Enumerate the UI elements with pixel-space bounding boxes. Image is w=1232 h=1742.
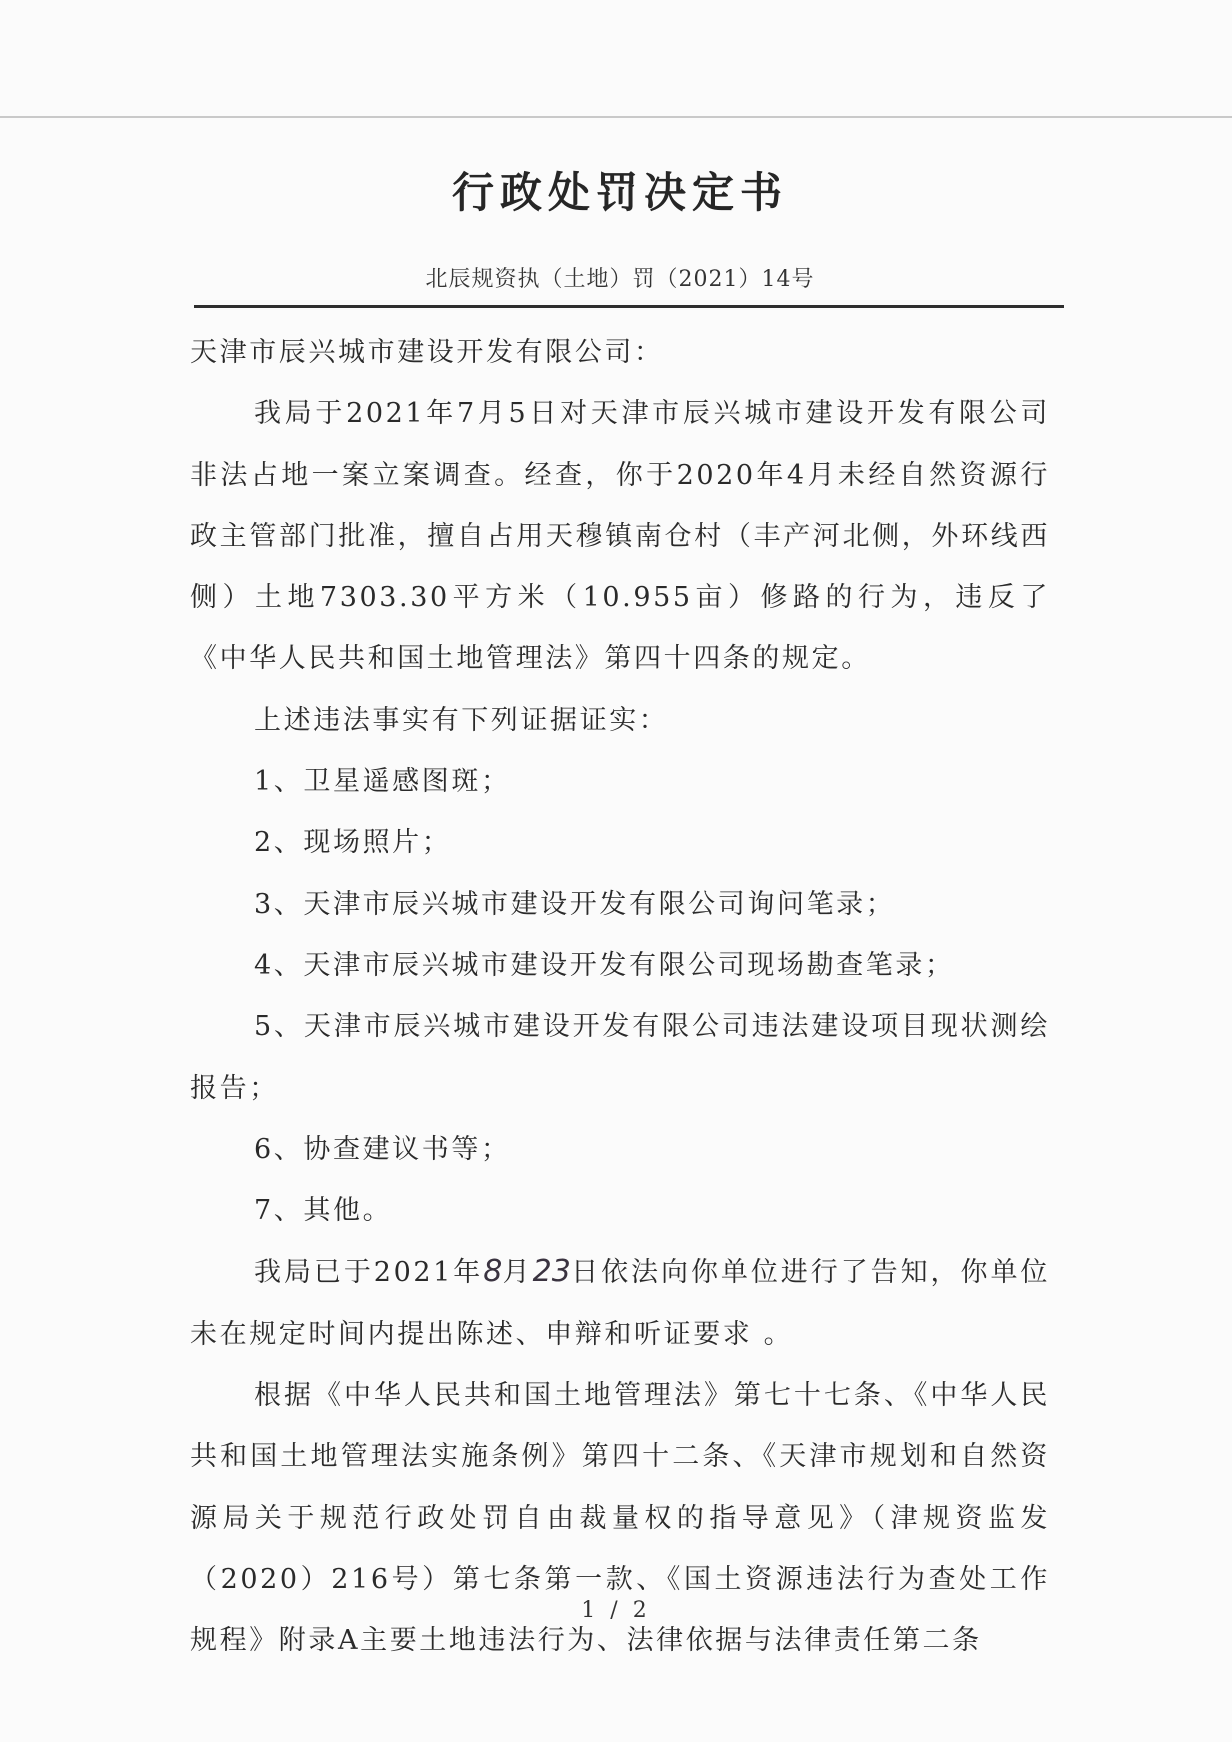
notice-suffix: 日依法向你单位进行了告知，你单位未在规定时间内提出陈述、申辩和听证要求 。 <box>190 1257 1050 1350</box>
document-title: 行政处罚决定书 <box>451 168 788 217</box>
evidence-intro: 上述违法事实有下列证据证实： <box>254 704 669 736</box>
addressee: 天津市辰兴城市建设开发有限公司： <box>190 337 664 368</box>
evidence-item: 2、现场照片； <box>254 827 452 859</box>
handwritten-month: 8 <box>483 1254 503 1290</box>
header-rule <box>194 305 1064 308</box>
scan-edge-line <box>0 116 1232 118</box>
document-body <box>190 322 1050 1672</box>
month-char: 月 <box>502 1257 533 1289</box>
page-number: 1 / 2 <box>581 1598 651 1623</box>
evidence-item: 3、天津市辰兴城市建设开发有限公司询问笔录； <box>254 888 896 920</box>
evidence-item: 5、天津市辰兴城市建设开发有限公司违法建设项目现状测绘报告； <box>190 1011 1050 1104</box>
evidence-item: 7、其他。 <box>254 1195 393 1227</box>
notice-paragraph <box>190 1241 1050 1365</box>
evidence-item: 4、天津市辰兴城市建设开发有限公司现场勘查笔录； <box>254 949 955 981</box>
facts-paragraph: 我局于2021年7月5日对天津市辰兴城市建设开发有限公司非法占地一案立案调查。经查，你于2020年4月未经自然资源行政主管部门批准，擅自占用天穆镇南仓村（丰产河北侧，外环线西侧）土地7303.30平方米（10.955亩）修路的行为，违反了《中华人民共和国土地管理法》第四十四条的规定。 <box>190 398 1050 675</box>
evidence-item: 6、协查建议书等； <box>254 1133 511 1165</box>
handwritten-day: 23 <box>532 1254 571 1290</box>
legal-basis-paragraph: 根据《中华人民共和国土地管理法》第七十七条、《中华人民共和国土地管理法实施条例》第四十二条、《天津市规划和自然资源局关于规范行政处罚自由裁量权的指导意见》（津规资监发（2020）216号）第七条第一款、《国土资源违法行为查处工作规程》附录A主要土地违法行为、法律依据与法律责任第二条 <box>190 1380 1050 1657</box>
document-number: 北辰规资执（土地）罚（2021）14号 <box>425 267 815 292</box>
evidence-item: 1、卫星遥感图斑； <box>254 766 511 798</box>
document-page <box>190 150 1050 1672</box>
notice-prefix: 我局已于2021年 <box>254 1257 484 1289</box>
